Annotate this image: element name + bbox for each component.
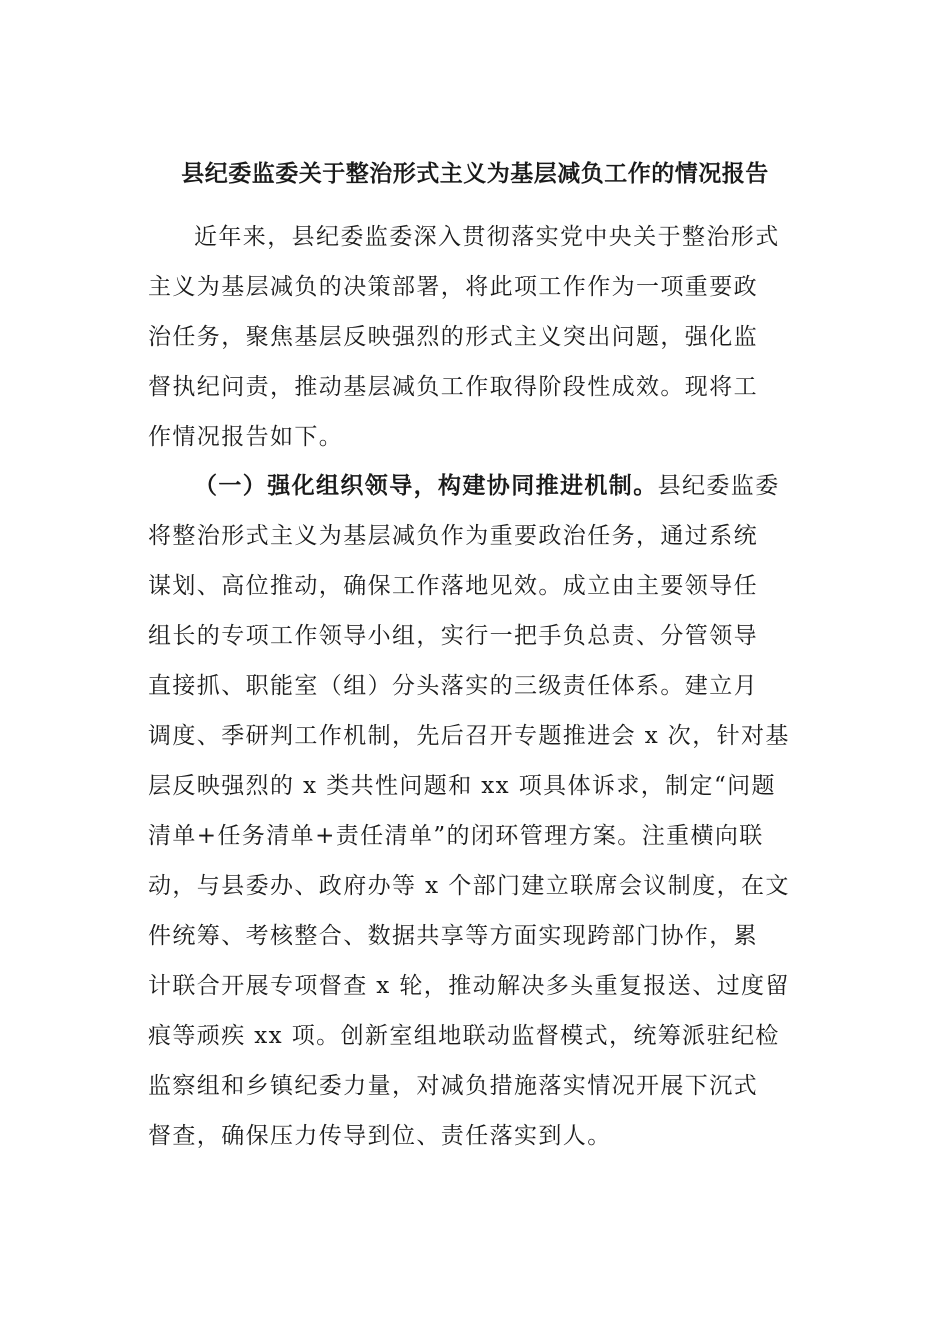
paragraph-line: 将整治形式主义为基层减负作为重要政治任务，通过系统 — [148, 523, 758, 549]
paragraph-line: 近年来，县纪委监委深入贯彻落实党中央关于整治形式 — [194, 224, 780, 250]
paragraph-line: 监察组和乡镇纪委力量，对减负措施落实情况开展下沉式 — [148, 1073, 758, 1099]
paragraph-line: 谋划、高位推动，确保工作落地见效。成立由主要领导任 — [148, 573, 758, 599]
paragraph-line: 调度、季研判工作机制，先后召开专题推进会 x 次，针对基 — [148, 723, 790, 749]
paragraph-line: 组长的专项工作领导小组，实行一把手负总责、分管领导 — [148, 623, 758, 649]
paragraph-line: 直接抓、职能室（组）分头落实的三级责任体系。建立月 — [148, 673, 758, 699]
document-title: 县纪委监委关于整治形式主义为基层减负工作的情况报告 — [181, 160, 769, 187]
paragraph-intro — [148, 212, 808, 462]
paragraph-line: 计联合开展专项督查 x 轮，推动解决多头重复报送、过度留 — [148, 973, 790, 999]
paragraph-line: 治任务，聚焦基层反映强烈的形式主义突出问题，强化监 — [148, 324, 758, 350]
paragraph-line: 动，与县委办、政府办等 x 个部门建立联席会议制度，在文 — [148, 873, 790, 899]
paragraph-line: 件统筹、考核整合、数据共享等方面实现跨部门协作，累 — [148, 923, 758, 949]
paragraph-line: 作情况报告如下。 — [148, 424, 344, 450]
paragraph-line: 主义为基层减负的决策部署，将此项工作作为一项重要政 — [148, 274, 758, 300]
paragraph-section-1 — [148, 461, 808, 1161]
section-heading: （一）强化组织领导，构建协同推进机制。 — [194, 472, 658, 499]
section-first-line — [148, 461, 808, 511]
paragraph-line: 督查，确保压力传导到位、责任落实到人。 — [148, 1123, 612, 1149]
paragraph-line: 督执纪问责，推动基层减负工作取得阶段性成效。现将工 — [148, 374, 758, 400]
paragraph-line: 痕等顽疾 xx 项。创新室组地联动监督模式，统筹派驻纪检 — [148, 1023, 780, 1049]
paragraph-line: 层反映强烈的 x 类共性问题和 xx 项具体诉求，制定“问题 — [148, 773, 776, 799]
paragraph-line: 清单+任务清单+责任清单”的闭环管理方案。注重横向联 — [148, 823, 764, 849]
section-first-line-rest: 县纪委监委 — [657, 473, 780, 499]
